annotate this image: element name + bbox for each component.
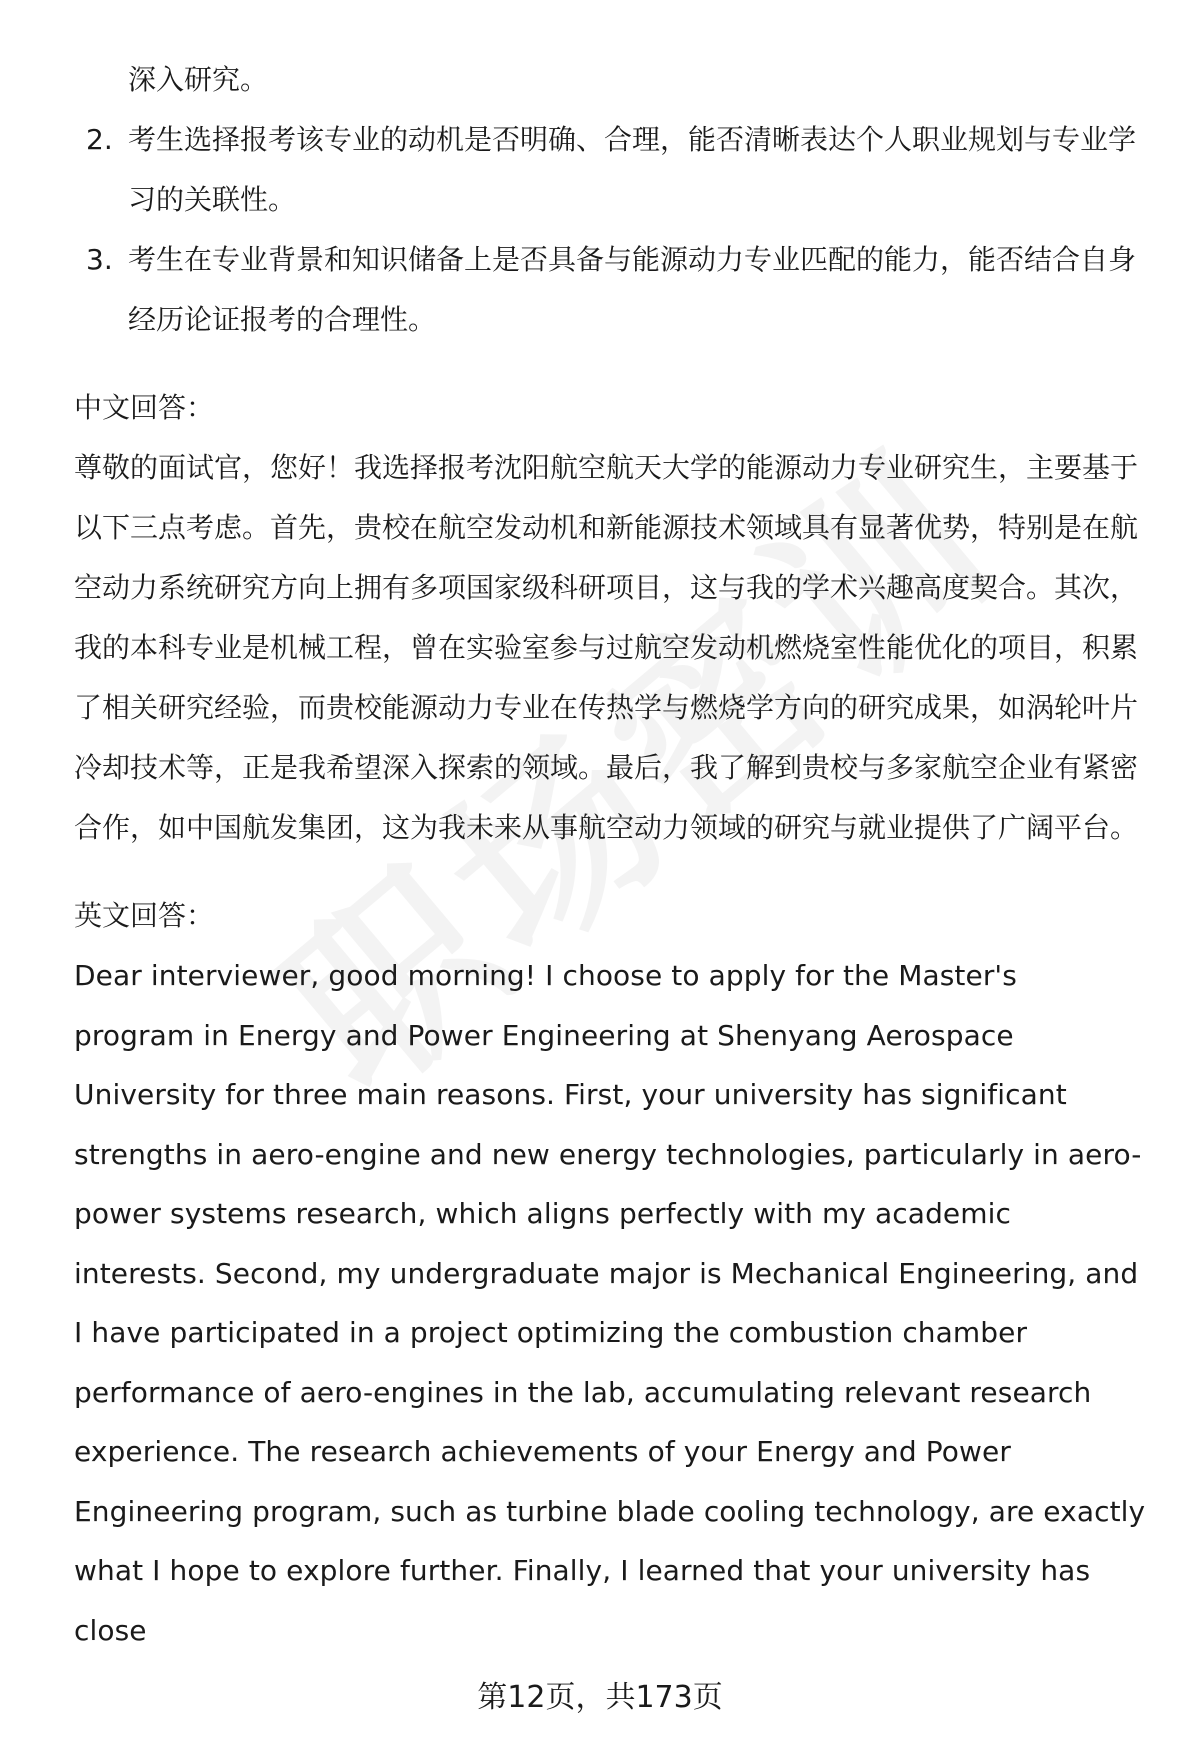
list-item-text: 考生选择报考该专业的动机是否明确、合理，能否清晰表达个人职业规划与专业学习的关联性。 [128,123,1137,216]
list-item-continuation: 深入研究。 [128,63,269,96]
list-item [74,230,1146,350]
chinese-answer-heading: 中文回答： [74,391,215,424]
list-item-number: 2. [86,123,113,156]
criteria-list [74,50,1146,350]
chinese-answer-body: 尊敬的面试官，您好！我选择报考沈阳航空航天大学的能源动力专业研究生，主要基于以下三点考虑。首先，贵校在航空发动机和新能源技术领域具有显著优势，特别是在航空动力系统研究方向上拥有多项国家级科研项目，这与我的学术兴趣高度契合。其次，我的本科专业是机械工程，曾在实验室参与过航空发动机燃烧室性能优化的项目，积累了相关研究经验，而贵校能源动力专业在传热学与燃烧学方向的研究成果，如涡轮叶片冷却技术等，正是我希望深入探索的领域。最后，我了解到贵校与多家航空企业有紧密合作，如中国航发集团，这为我未来从事航空动力领域的研究与就业提供了广阔平台。 [74,451,1139,844]
page-number: 第12页，共173页 [477,1680,723,1715]
english-answer-body: Dear interviewer, good morning! I choose to apply for the Master's program in Energy and Power Engineering at Shenyang Aerospace University for three main reasons. First, your university has significant strengths in aero-engine and new energy technologies, particularly in aero-power systems research, which aligns perfectly with my academic interests. Second, my undergraduate major is Mechanical Engineering, and I have participated in a project optimizing the combustion chamber performance of aero-engines in the lab, accumulating relevant research experience. The research achievements of your Energy and Power Engineering program, such as turbine blade cooling technology, are exactly what I hope to explore further. Finally, I learned that your university has close [74,959,1146,1647]
list-item [74,110,1146,230]
english-answer-heading: 英文回答： [74,899,215,932]
list-item-text: 考生在专业背景和知识储备上是否具备与能源动力专业匹配的能力，能否结合自身经历论证报考的合理性。 [128,243,1137,336]
list-item-number: 3. [86,243,113,276]
page-content [74,50,1146,1660]
